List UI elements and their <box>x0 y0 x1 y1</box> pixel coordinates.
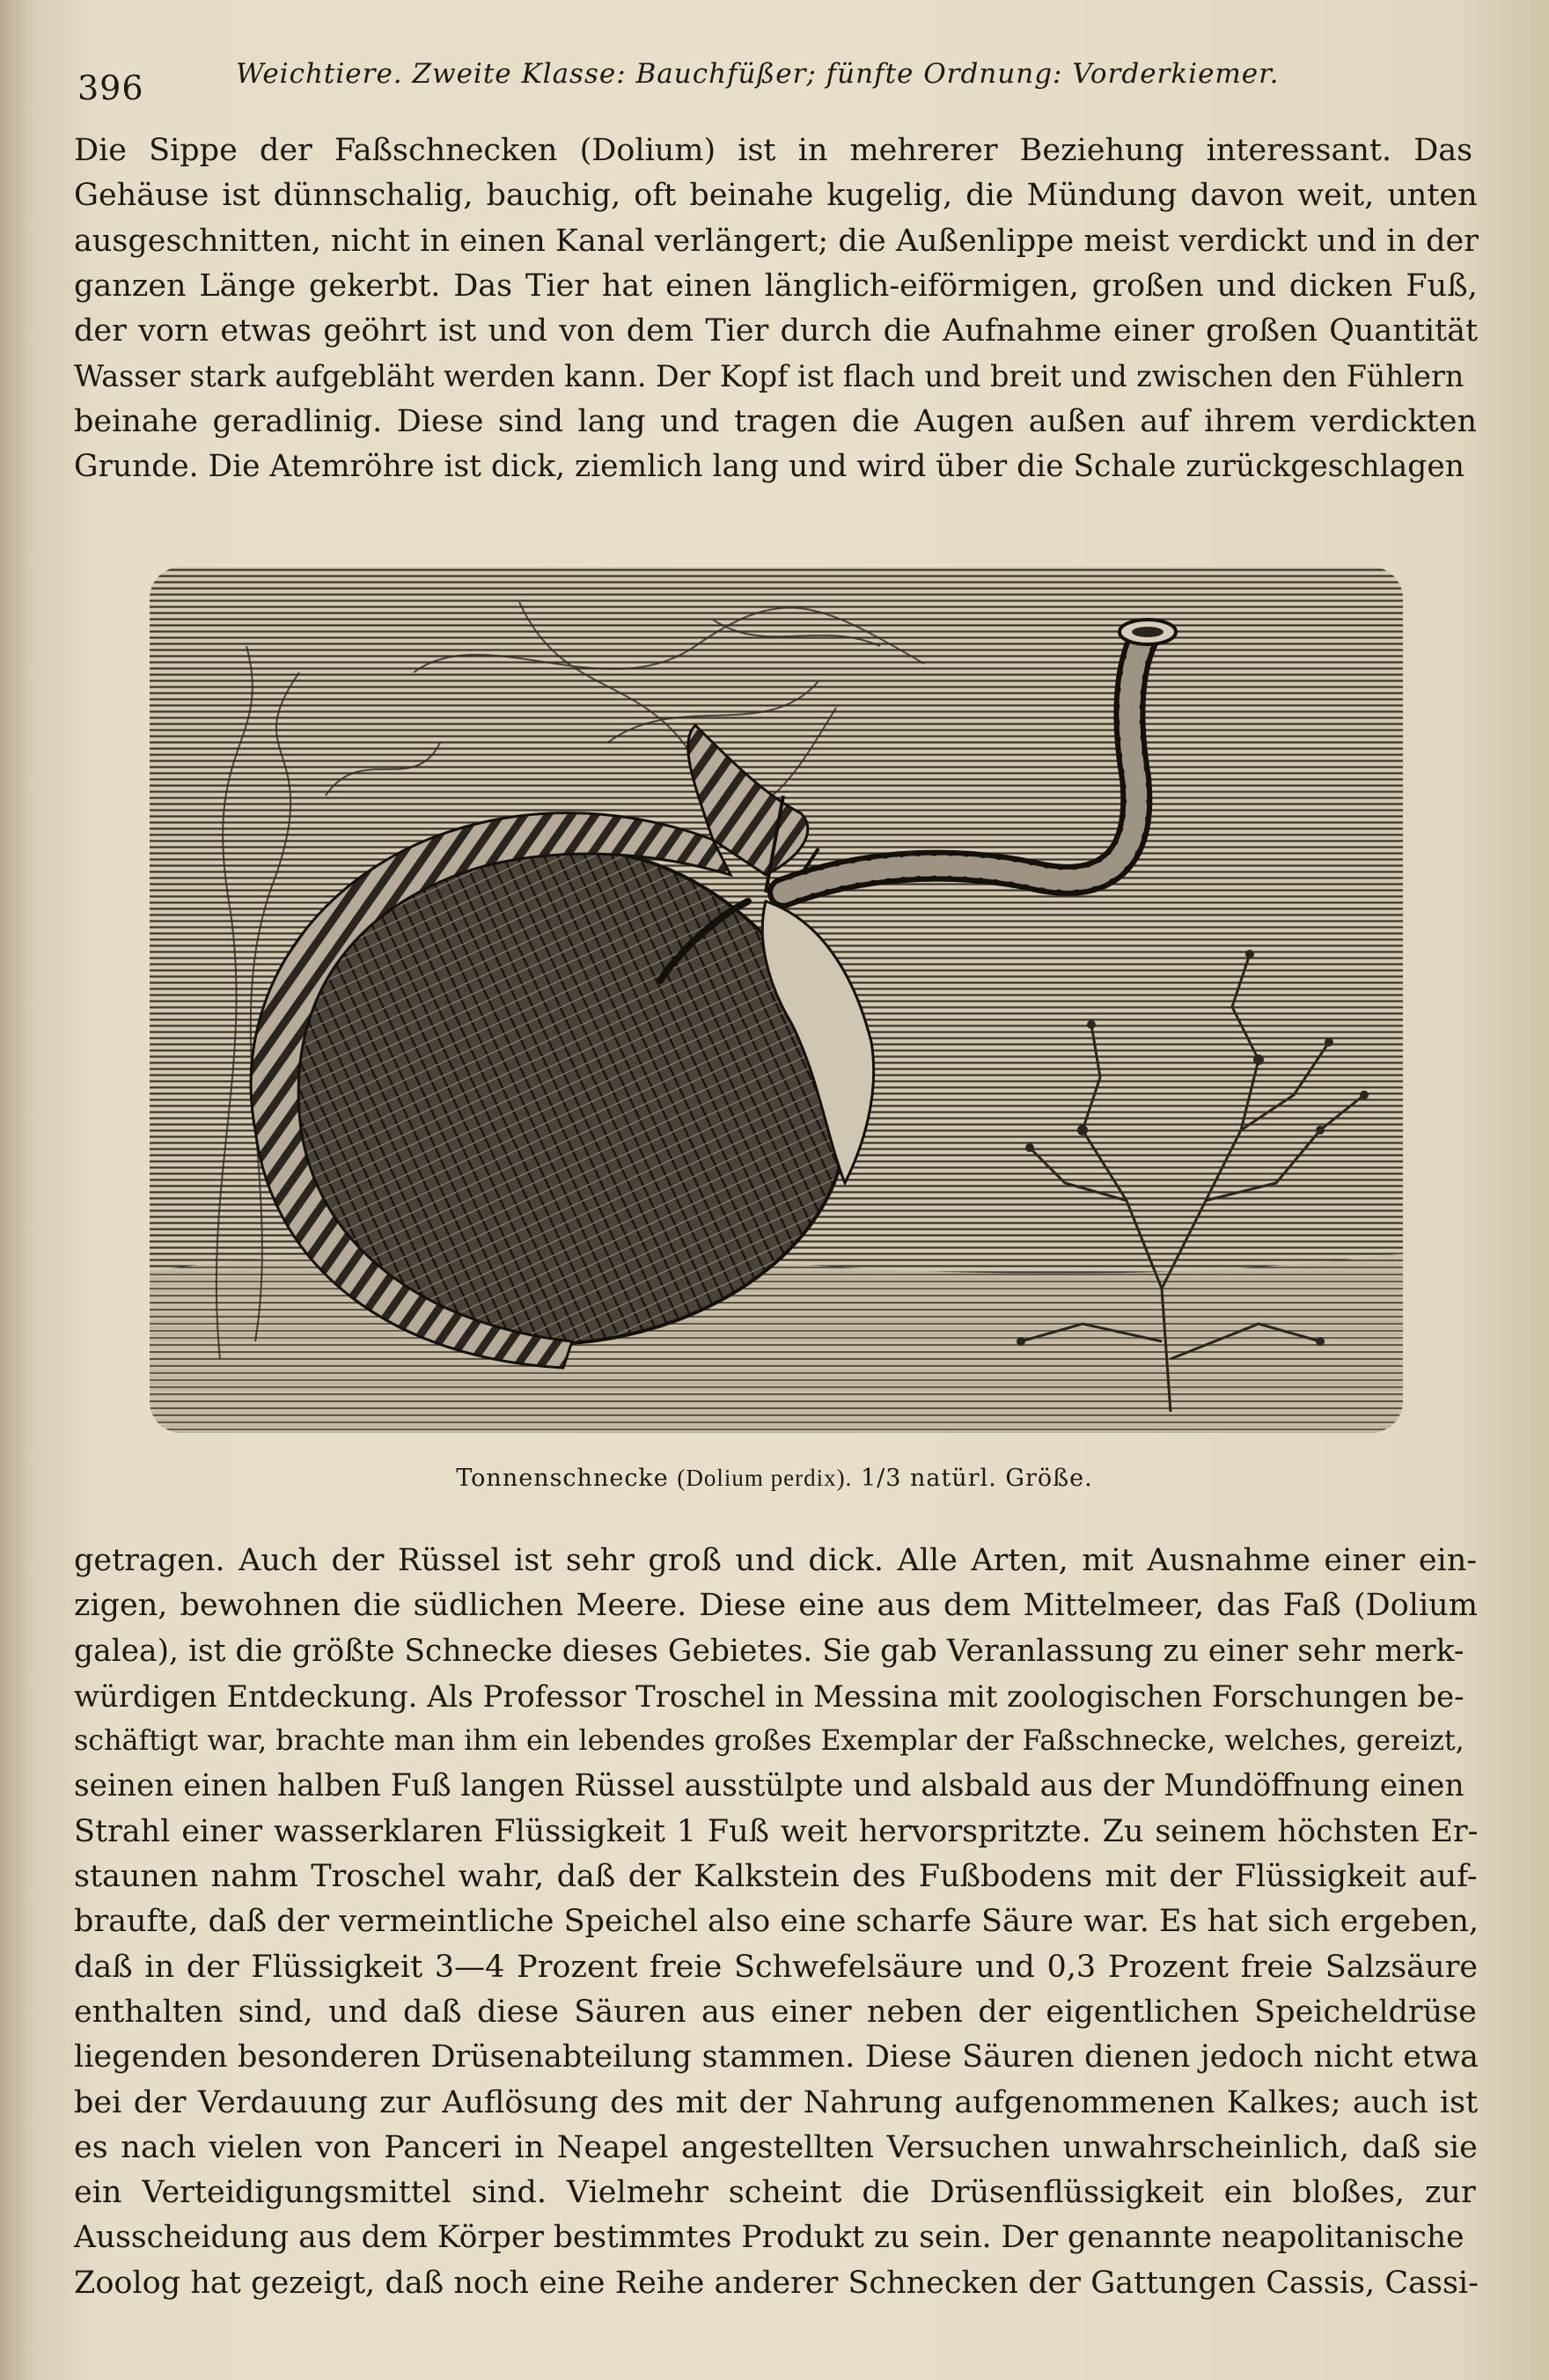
text-line: Strahl einer wasserklaren Flüssigkeit 1 Fuß weit hervorspritzte. Zu seinem höchsten Er- <box>74 1813 1479 1849</box>
text-line: würdigen Entdeckung. Als Professor Troschel in Messina mit zoologischen Forschungen be- <box>74 1678 1465 1714</box>
text-line: ausgeschnitten, nicht in einen Kanal verlängert; die Außenlippe meist verdickt und in der <box>74 223 1479 259</box>
tun-shell-engraving <box>150 567 1403 1433</box>
running-head: Weichtiere. Zweite Klasse: Bauchfüßer; fünfte Ordnung: Vorderkiemer. <box>236 58 1280 90</box>
page-header <box>77 58 1486 111</box>
text-line: seinen einen halben Fuß langen Rüssel ausstülpte und alsbald aus der Mundöffnung einen <box>74 1768 1465 1804</box>
text-line: ganzen Länge gekerbt. Das Tier hat einen länglich-eiförmigen, großen und dicken Fuß, <box>74 268 1478 304</box>
text-line: es nach vielen von Panceri in Neapel angestellten Versuchen unwahrscheinlich, daß sie <box>74 2129 1478 2165</box>
text-line: braufte, daß der vermeintliche Speichel also eine scharfe Säure war. Es hat sich ergeben, <box>74 1904 1479 1940</box>
caption-name: Tonnenschnecke <box>456 1465 669 1492</box>
caption-latin-name: (Dolium perdix). <box>677 1465 853 1491</box>
text-line: Zoolog hat gezeigt, daß noch eine Reihe anderer Schnecken der Gattungen Cassis, Cassi- <box>74 2265 1479 2301</box>
paragraph-main <box>74 1539 1479 2306</box>
text-line: bei der Verdauung zur Auflösung des mit der Nahrung aufgenommenen Kalkes; auch ist <box>74 2084 1479 2120</box>
figure-caption <box>0 1465 1549 1492</box>
text-line: Gehäuse ist dünnschalig, bauchig, oft beinahe kugelig, die Mündung davon weit, unten <box>74 178 1478 214</box>
engraving-illustration <box>150 567 1403 1433</box>
text-line: getragen. Auch der Rüssel ist sehr groß und dick. Alle Arten, mit Ausnahme einer ein- <box>74 1543 1478 1578</box>
text-line: Wasser stark aufgebläht werden kann. Der Kopf ist flach und breit und zwischen den Fühlern <box>74 359 1465 394</box>
text-line: liegenden besonderen Drüsenabteilung stammen. Diese Säuren dienen jedoch nicht etwa <box>74 2039 1479 2075</box>
text-line: Die Sippe der Faßschnecken (Dolium) ist in mehrerer Beziehung interessant. Das <box>74 133 1473 168</box>
text-line: schäftigt war, brachte man ihm ein lebendes großes Exemplar der Faßschnecke, welches, gereizt, <box>74 1725 1465 1758</box>
text-line: zigen, bewohnen die südlichen Meere. Diese eine aus dem Mittelmeer, das Faß (Dolium <box>74 1588 1478 1624</box>
text-line: der vorn etwas geöhrt ist und von dem Tier durch die Aufnahme einer großen Quantität <box>74 313 1479 349</box>
text-line: Ausscheidung aus dem Körper bestimmtes Produkt zu sein. Der genannte neapolitanische <box>74 2220 1465 2256</box>
text-line: beinahe geradlinig. Diese sind lang und tragen die Augen außen auf ihrem verdickten <box>74 403 1477 439</box>
text-line: daß in der Flüssigkeit 3—4 Prozent freie Schwefelsäure und 0,3 Prozent freie Salzsäure <box>74 1949 1479 1985</box>
text-line: Grunde. Die Atemröhre ist dick, ziemlich lang und wird über die Schale zurückgeschlagen <box>74 449 1465 485</box>
page-number: 396 <box>77 69 144 107</box>
text-line: ein Verteidigungsmittel sind. Vielmehr scheint die Drüsenflüssigkeit ein bloßes, zur <box>74 2175 1476 2211</box>
caption-scale: 1/3 natürl. Größe. <box>860 1465 1093 1492</box>
text-line: enthalten sind, und daß diese Säuren aus einer neben der eigentlichen Speicheldrüse <box>74 1994 1477 2030</box>
paragraph-intro <box>74 129 1479 489</box>
text-line: staunen nahm Troschel wahr, daß der Kalkstein des Fußbodens mit der Flüssigkeit auf- <box>74 1859 1478 1895</box>
text-line: galea), ist die größte Schnecke dieses Gebietes. Sie gab Veranlassung zu einer sehr merk- <box>74 1633 1465 1669</box>
